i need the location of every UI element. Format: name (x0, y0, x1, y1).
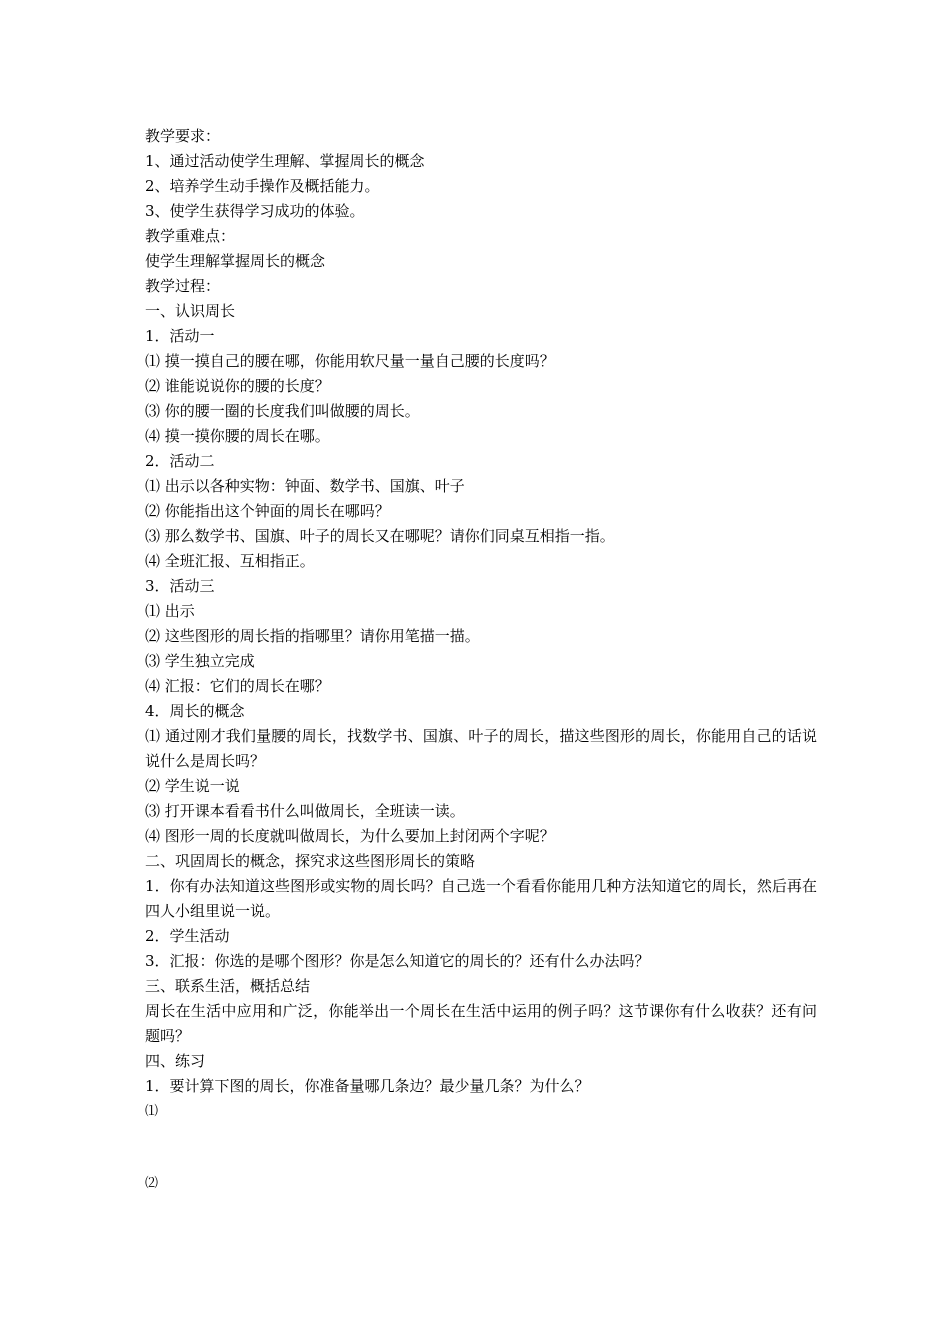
text-line: 2、培养学生动手操作及概括能力。 (145, 177, 380, 195)
text-line: ⑴ 摸一摸自己的腰在哪，你能用软尺量一量自己腰的长度吗？ (145, 352, 555, 370)
activity-heading: 1．活动一 (145, 327, 215, 345)
text-paragraph: 周长在生活中应用和广泛，你能举出一个周长在生活中运用的例子吗？这节课你有什么收获？还有问题吗？ (145, 1002, 817, 1045)
text-line: ⑷ 图形一周的长度就叫做周长，为什么要加上封闭两个字呢？ (145, 827, 555, 845)
figure-placeholder (145, 1124, 817, 1171)
section-heading: 四、练习 (145, 1052, 206, 1070)
text-line: ⑵ 这些图形的周长指的指哪里？请你用笔描一描。 (145, 627, 480, 645)
text-line: ⑷ 摸一摸你腰的周长在哪。 (145, 427, 330, 445)
section-heading: 三、联系生活，概括总结 (145, 977, 311, 995)
text-line: ⑵ 学生说一说 (145, 777, 240, 795)
section-heading: 一、认识周长 (145, 302, 236, 320)
text-line: 3、使学生获得学习成功的体验。 (145, 202, 365, 220)
exercise-item-marker: ⑴ (145, 1104, 159, 1119)
text-line: ⑶ 你的腰一圈的长度我们叫做腰的周长。 (145, 402, 420, 420)
section-heading: 二、巩固周长的概念，探究求这些图形周长的策略 (145, 852, 476, 870)
text-line: 1、通过活动使学生理解、掌握周长的概念 (145, 152, 425, 170)
activity-heading: 3．活动三 (145, 577, 215, 595)
heading-teaching-requirements: 教学要求： (145, 127, 221, 145)
text-line: ⑶ 那么数学书、国旗、叶子的周长又在哪呢？请你们同桌互相指一指。 (145, 527, 615, 545)
text-line: 使学生理解掌握周长的概念 (145, 252, 326, 270)
text-line: ⑵ 谁能说说你的腰的长度？ (145, 377, 330, 395)
exercise-question: 1．要计算下图的周长，你准备量哪几条边？最少量几条？为什么？ (145, 1077, 590, 1095)
activity-heading: 2．活动二 (145, 452, 215, 470)
text-paragraph: ⑴ 通过刚才我们量腰的周长，找数学书、国旗、叶子的周长，描这些图形的周长，你能用自己的话说说什么是周长吗？ (145, 727, 817, 770)
document-body (145, 124, 817, 1196)
text-paragraph: 1．你有办法知道这些图形或实物的周长吗？自己选一个看看你能用几种方法知道它的周长，然后再在四人小组里说一说。 (145, 877, 817, 920)
text-line: ⑷ 全班汇报、互相指正。 (145, 552, 315, 570)
text-line: ⑵ 你能指出这个钟面的周长在哪吗？ (145, 502, 390, 520)
text-line: 3．汇报：你选的是哪个图形？你是怎么知道它的周长的？还有什么办法吗？ (145, 952, 650, 970)
text-line: 2．学生活动 (145, 927, 230, 945)
text-line: ⑶ 学生独立完成 (145, 652, 255, 670)
activity-heading: 4．周长的概念 (145, 702, 245, 720)
text-line: ⑶ 打开课本看看书什么叫做周长，全班读一读。 (145, 802, 465, 820)
heading-teaching-process: 教学过程： (145, 277, 221, 295)
exercise-item-marker: ⑵ (145, 1176, 159, 1191)
text-line: ⑴ 出示 (145, 602, 195, 620)
text-line: ⑴ 出示以各种实物：钟面、数学书、国旗、叶子 (145, 477, 465, 495)
heading-key-points: 教学重难点： (145, 227, 236, 245)
text-line: ⑷ 汇报：它们的周长在哪？ (145, 677, 330, 695)
